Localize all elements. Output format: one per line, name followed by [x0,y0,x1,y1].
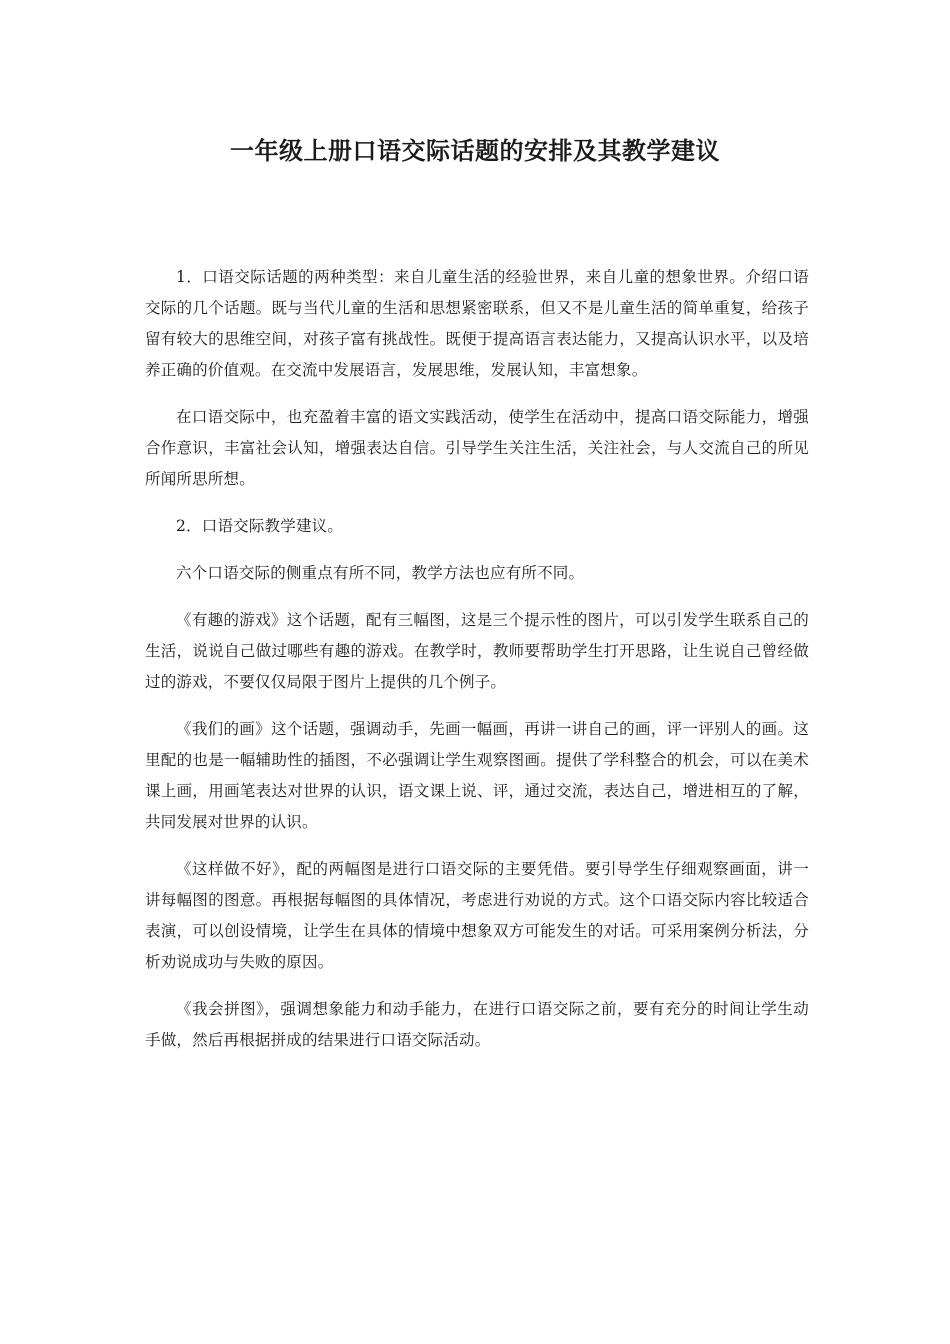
paragraph-practice-activities: 在口语交际中，也充盈着丰富的语文实践活动，使学生在活动中，提高口语交际能力，增强合作意识，丰富社会认知，增强表达自信。引导学生关注生活，关注社会，与人交流自己的所见所闻所思所想。 [145,408,809,488]
document-title: 一年级上册口语交际话题的安排及其教学建议 [230,136,720,165]
paragraph-interesting-games: 《有趣的游戏》这个话题，配有三幅图，这是三个提示性的图片，可以引发学生联系自己的生活，说说自己做过哪些有趣的游戏。在教学时，教师要帮助学生打开思路，让生说自己曾经做过的游戏，不要仅仅局限于图片上提供的几个例子。 [145,611,809,691]
paragraph-six-topics: 六个口语交际的侧重点有所不同，教学方法也应有所不同。 [176,564,585,582]
document-body [145,262,809,1072]
paragraph-teaching-suggestions-heading: 2．口语交际教学建议。 [176,517,344,535]
paragraph-puzzle: 《我会拼图》，强调想象能力和动手能力，在进行口语交际之前，要有充分的时间让学生动手做，然后再根据拼成的结果进行口语交际活动。 [145,1000,809,1049]
paragraph-not-good-behavior: 《这样做不好》，配的两幅图是进行口语交际的主要凭借。要引导学生仔细观察画面，讲一讲每幅图的图意。再根据每幅图的具体情况，考虑进行劝说的方式。这个口语交际内容比较适合表演，可以创设情境，让学生在具体的情境中想象双方可能发生的对话。可采用案例分析法，分析劝说成功与失败的原因。 [145,860,809,971]
paragraph-our-painting: 《我们的画》这个话题，强调动手，先画一幅画，再讲一讲自己的画，评一评别人的画。这里配的也是一幅辅助性的插图，不必强调让学生观察图画。提供了学科整合的机会，可以在美术课上画，用画笔表达对世界的认识，语文课上说、评，通过交流，表达自己，增进相互的了解，共同发展对世界的认识。 [145,720,809,831]
paragraph-topic-types: 1．口语交际话题的两种类型：来自儿童生活的经验世界，来自儿童的想象世界。介绍口语交际的几个话题。既与当代儿童的生活和思想紧密联系，但又不是儿童生活的简单重复，给孩子留有较大的思维空间，对孩子富有挑战性。既便于提高语言表达能力，又提高认识水平，以及培养正确的价值观。在交流中发展语言，发展思维，发展认知，丰富想象。 [145,268,809,379]
